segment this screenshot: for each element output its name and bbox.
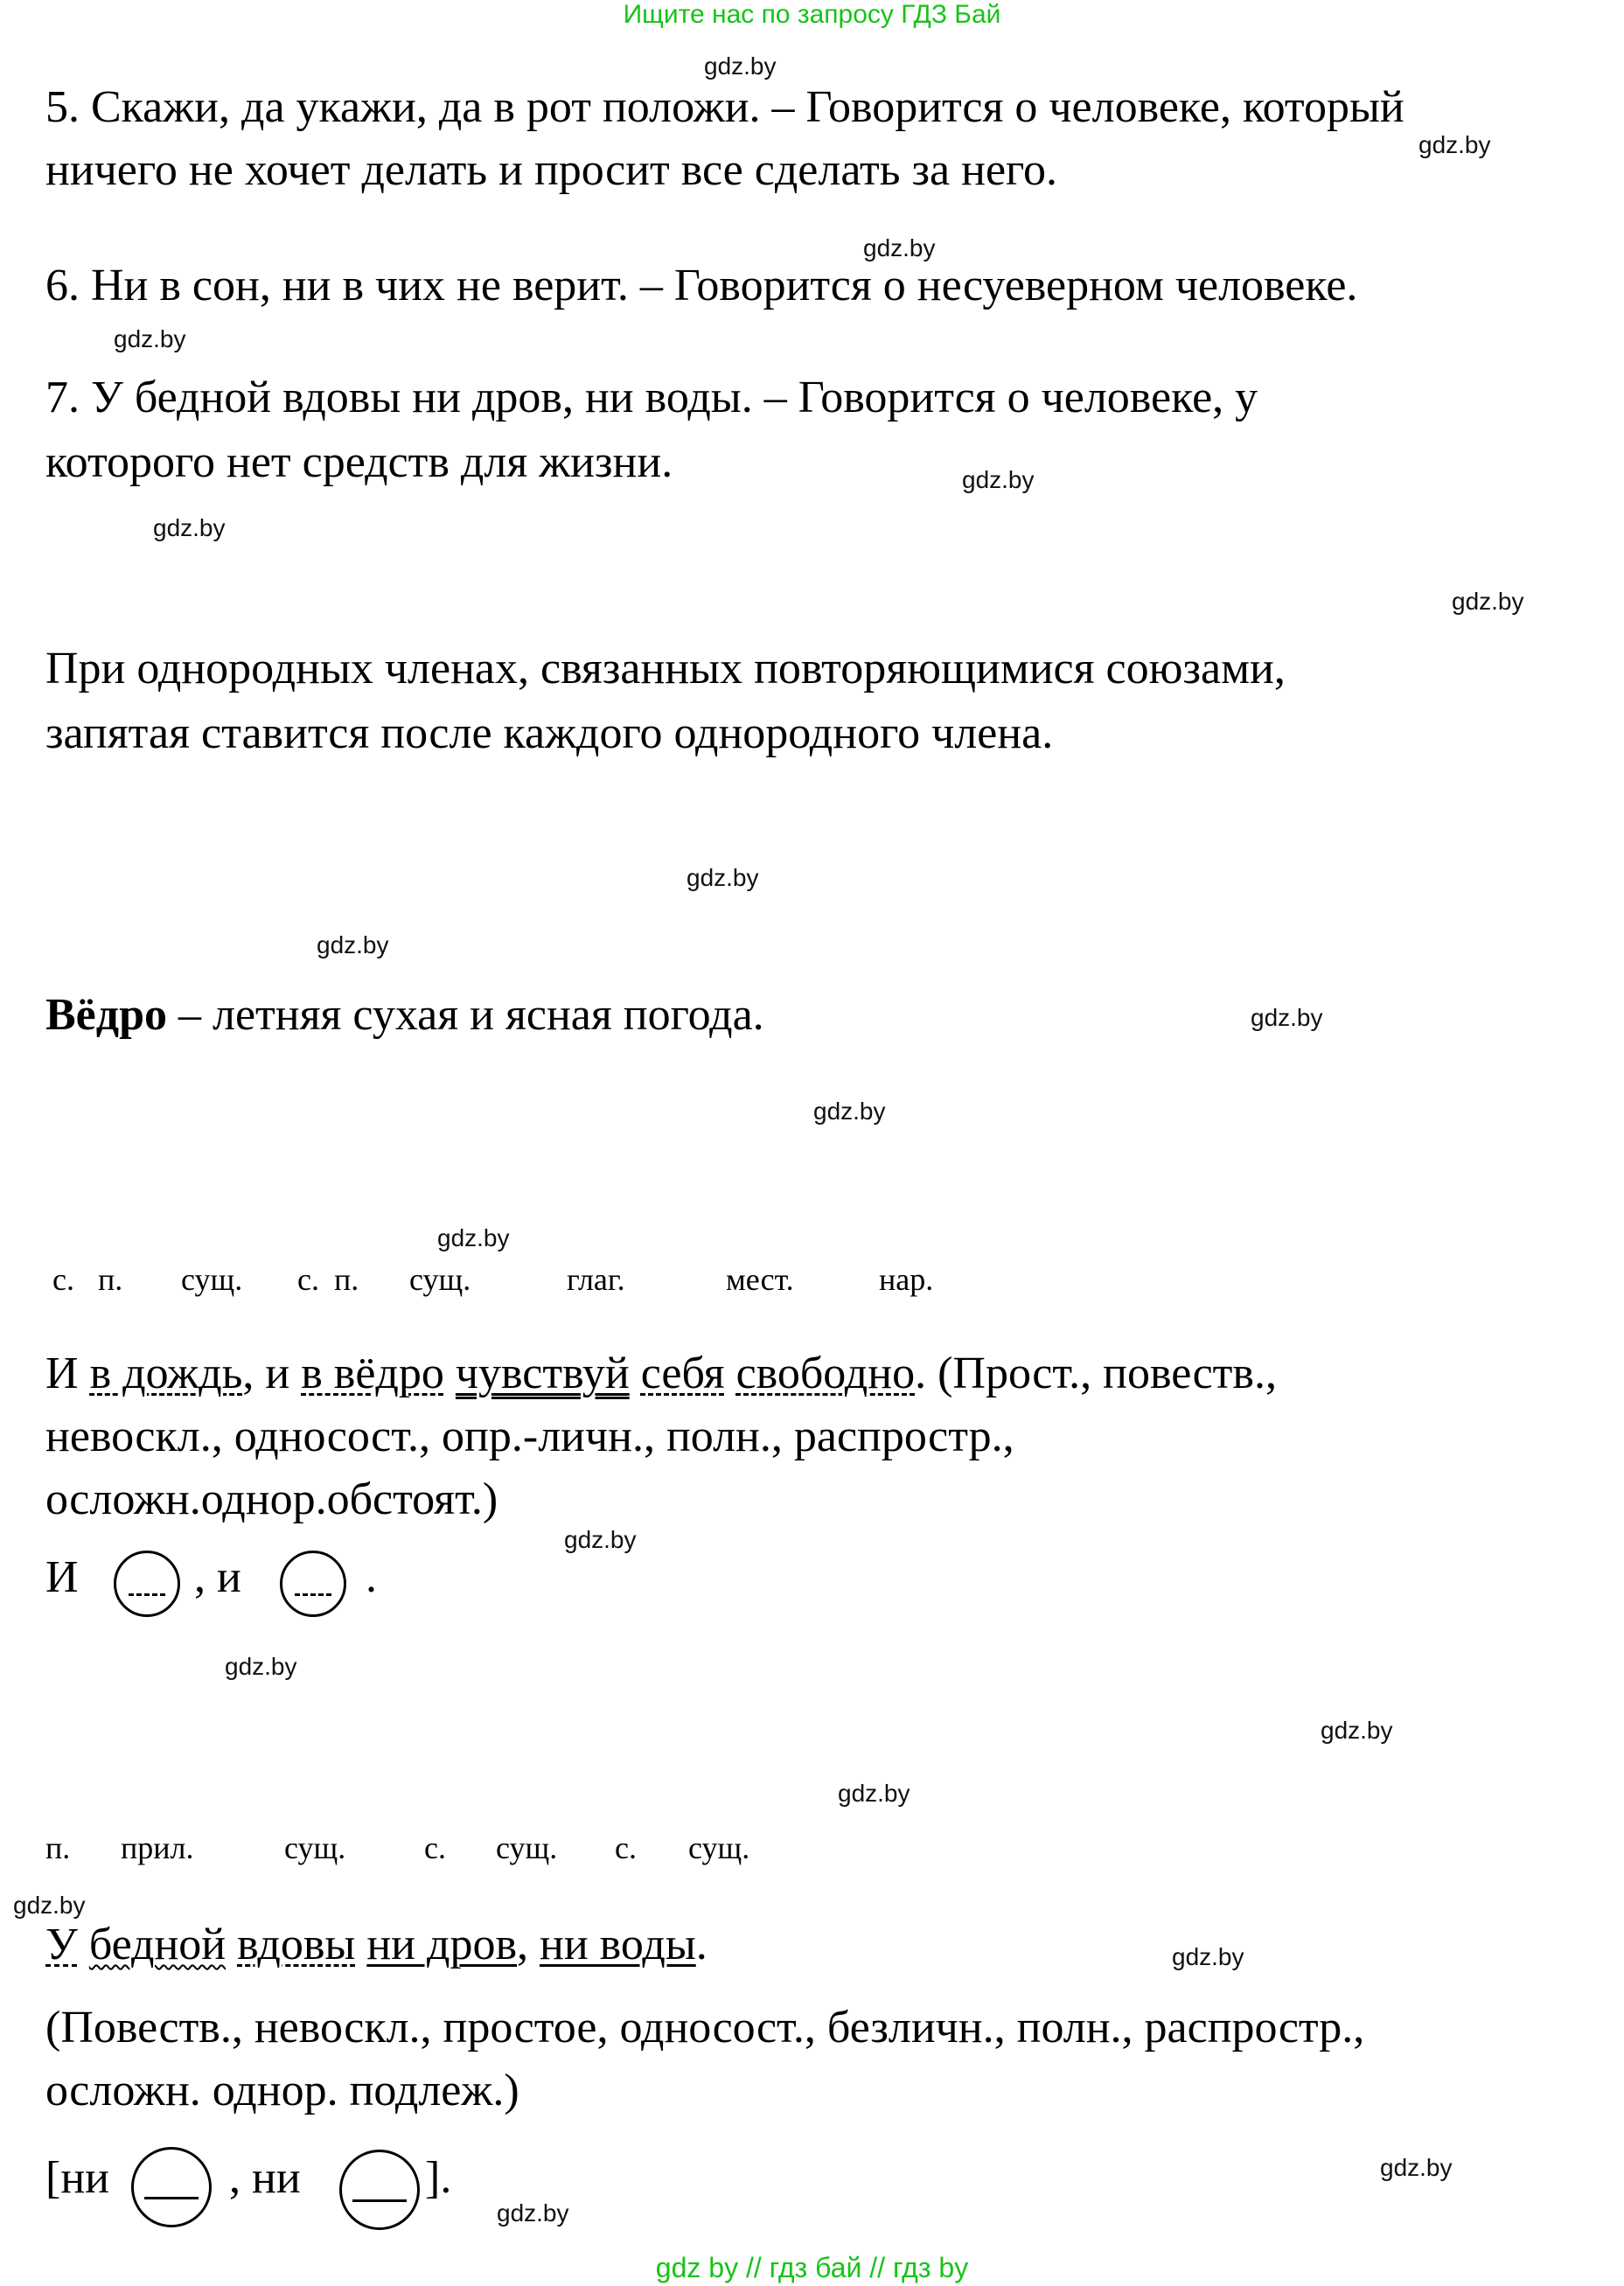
watermark: gdz.by	[153, 514, 226, 541]
definition-term: Вёдро	[45, 990, 167, 1040]
pos-label: сущ.	[409, 1262, 471, 1297]
rule-line-2: запятая ставится после каждого однородного члена.	[45, 708, 1054, 758]
sentence-1-line-3: осложн.однор.обстоят.)	[45, 1474, 498, 1524]
scheme-1-end: .	[366, 1552, 377, 1602]
word-object: вдовы	[237, 1920, 356, 1969]
definition-text: – летняя сухая и ясная погода.	[167, 990, 764, 1040]
watermark: gdz.by	[838, 1780, 910, 1807]
watermark: gdz.by	[1172, 1943, 1244, 1970]
sentence-2-line-2: (Повеств., невоскл., простое, односост., безличн., полн., распростр.,	[45, 2003, 1365, 2053]
space	[226, 1920, 237, 1969]
word-comma: ,	[517, 1920, 540, 1969]
pos-label: сущ.	[496, 1830, 558, 1865]
pos-label: п.	[334, 1262, 359, 1297]
top-banner[interactable]: Ищите нас по запросу ГДЗ Бай	[623, 0, 1001, 29]
item-7-line-1: 7. У бедной вдовы ни дров, ни воды. – Говорится о человеке, у	[45, 373, 1258, 422]
pos-label: с.	[424, 1830, 446, 1865]
word-conjunction: , и	[242, 1349, 302, 1398]
word-circumstance-2: в вёдро	[301, 1349, 444, 1398]
sentence-1-line-2: невоскл., односост., опр.-личн., полн., распростр.,	[45, 1411, 1014, 1461]
watermark: gdz.by	[317, 931, 389, 958]
item-7-line-2: которого нет средств для жизни.	[45, 437, 673, 487]
watermark: gdz.by	[962, 466, 1035, 493]
scheme-circle	[114, 1551, 180, 1617]
pos-label: сущ.	[181, 1262, 243, 1297]
word-circumstance-1: в дождь	[89, 1349, 243, 1398]
word-object: себя	[640, 1349, 725, 1398]
pos-label: сущ.	[688, 1830, 750, 1865]
watermark: gdz.by	[1418, 131, 1491, 158]
space	[630, 1349, 641, 1398]
scheme-2-start: [ни	[45, 2153, 109, 2203]
pos-label: п.	[98, 1262, 123, 1297]
scheme-circle	[339, 2150, 420, 2230]
word-period: .	[695, 1920, 707, 1969]
space	[78, 1920, 89, 1969]
scheme-circle	[280, 1551, 346, 1617]
footer-links[interactable]: gdz by // гдз бай // гдз by	[655, 2252, 969, 2283]
word-attribute: бедной	[88, 1920, 227, 1969]
watermark: gdz.by	[437, 1224, 510, 1251]
pos-label: прил.	[121, 1830, 194, 1865]
pos-label: п.	[45, 1830, 71, 1865]
watermark: gdz.by	[813, 1098, 886, 1125]
scheme-1-middle: , и	[194, 1552, 241, 1602]
pos-label: мест.	[726, 1262, 794, 1297]
sentence-2-line-1	[45, 1920, 707, 1969]
rule-line-1: При однородных членах, связанных повторяющимися союзами,	[45, 644, 1286, 693]
scheme-2-middle: , ни	[229, 2153, 301, 2203]
scheme-circle	[131, 2147, 212, 2227]
item-5-line-2: ничего не хочет делать и просит все сделать за него.	[45, 145, 1058, 195]
sentence-1-line-1	[45, 1349, 1277, 1398]
sentence-2-line-3: осложн. однор. подлеж.)	[45, 2066, 519, 2115]
watermark: gdz.by	[114, 325, 186, 352]
item-6-line-1: 6. Ни в сон, ни в чих не верит. – Говорится о несуеверном человеке.	[45, 261, 1358, 310]
word-subject-2: ни воды	[540, 1920, 696, 1969]
word-adverb: свободно	[735, 1349, 916, 1398]
word-subject-1: ни дров	[366, 1920, 517, 1969]
item-5-line-1: 5. Скажи, да укажи, да в рот положи. – Говорится о человеке, который	[45, 82, 1404, 132]
pos-label: нар.	[879, 1262, 934, 1297]
watermark: gdz.by	[863, 234, 936, 261]
definition	[45, 990, 764, 1040]
watermark: gdz.by	[1321, 1717, 1393, 1744]
pos-label: сущ.	[284, 1830, 346, 1865]
word-predicate: чувствуй	[455, 1349, 630, 1398]
watermark: gdz.by	[497, 2199, 569, 2227]
watermark: gdz.by	[704, 52, 777, 80]
pos-label: с.	[52, 1262, 74, 1297]
sentence-1-analysis: . (Прост., повеств.,	[915, 1349, 1277, 1398]
pos-label: с.	[615, 1830, 637, 1865]
scheme-1-start: И	[45, 1552, 79, 1602]
space	[444, 1349, 456, 1398]
watermark: gdz.by	[1452, 588, 1524, 615]
space	[725, 1349, 736, 1398]
word-preposition: У	[45, 1920, 78, 1969]
space	[355, 1920, 366, 1969]
pos-label: глаг.	[567, 1262, 625, 1297]
word-conjunction: И	[45, 1349, 90, 1398]
pos-label: с.	[297, 1262, 319, 1297]
watermark: gdz.by	[225, 1653, 297, 1680]
watermark: gdz.by	[564, 1526, 637, 1553]
scheme-2-end: ].	[425, 2153, 452, 2203]
watermark: gdz.by	[1251, 1004, 1323, 1031]
watermark: gdz.by	[13, 1892, 86, 1919]
watermark: gdz.by	[1380, 2154, 1453, 2181]
watermark: gdz.by	[687, 864, 759, 891]
